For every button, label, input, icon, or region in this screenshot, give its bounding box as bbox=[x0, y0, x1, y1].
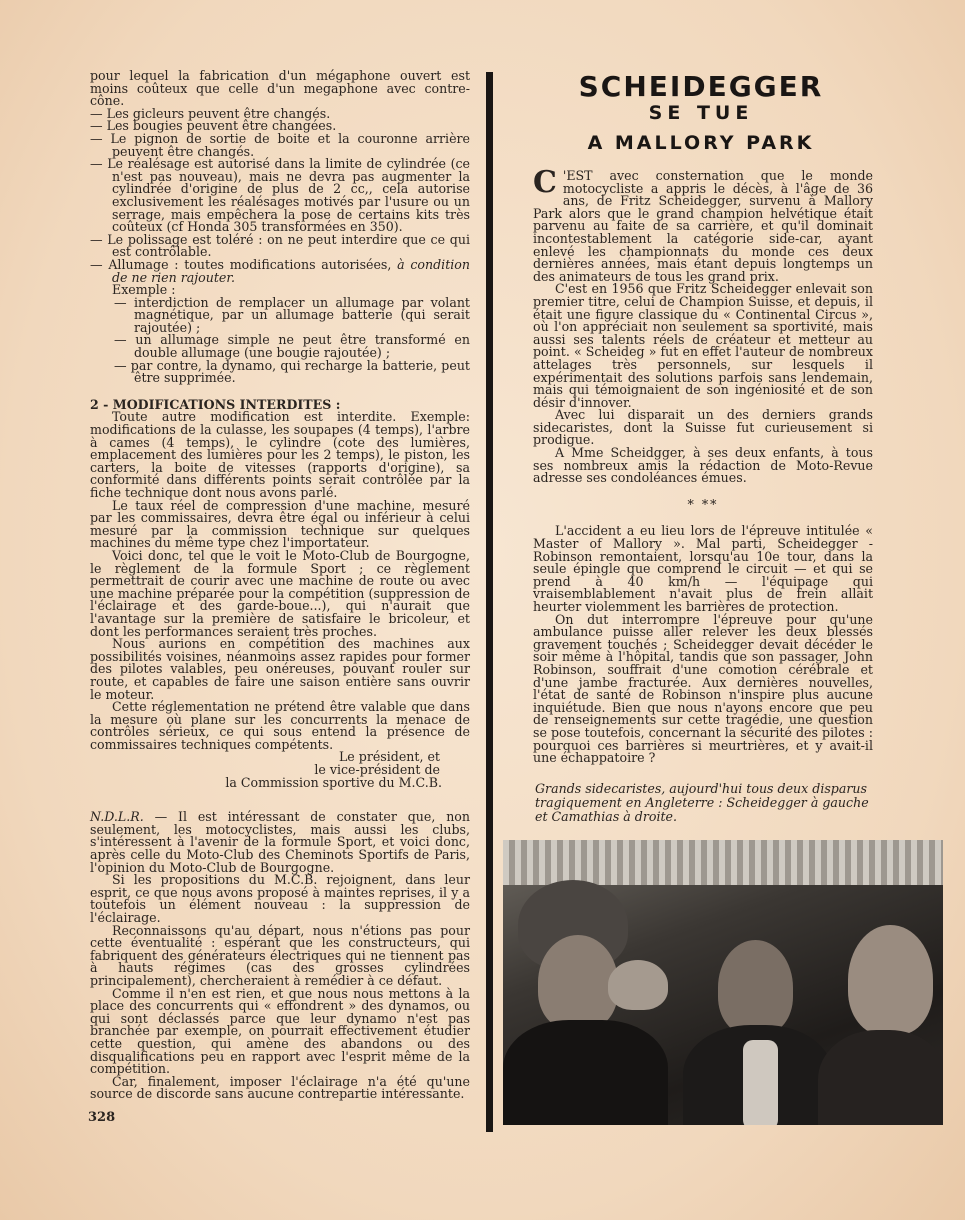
editor-note bbox=[90, 811, 470, 874]
photo-riders bbox=[503, 840, 943, 1125]
list-item: — Le polissage est toléré : on ne peut interdire que ce qui est contrôlable. bbox=[90, 231, 470, 260]
photo-roof bbox=[503, 840, 943, 885]
left-column bbox=[90, 70, 470, 1101]
paragraph: Comme il n'en est rien, et que nous nous mettons à la place des concurrents qui « effondrent » des dynamos, ou qui sont déclassés parce que leur dynamo n'est pas branchée par exemple, on pourrait effectivement étudier cette question, qui amène des abandons ou des disqualifications peu en rapport avec l'esprit même de la compétition. bbox=[90, 985, 470, 1077]
signature-line: Le président, et bbox=[338, 749, 440, 765]
paragraph: Cette réglementation ne prétend être valable que dans la mesure où plane sur les concurrents la menace de contrôles sérieux, ce qui sous entend la présence de commissaires techniques compétents. bbox=[90, 699, 470, 752]
list-item: — Les bougies peuvent être changées. bbox=[90, 118, 337, 134]
section-heading: 2 - MODIFICATIONS INTERDITES : bbox=[90, 396, 341, 412]
sub-list-item: — un allumage simple ne peut être transformé en double allumage (une bougie rajoutée) ; bbox=[114, 332, 470, 361]
paragraph: Avec lui disparait un des derniers grands sidecaristes, dont la Suisse fut curieusement si prodigue. bbox=[533, 407, 873, 448]
list-item bbox=[90, 256, 470, 285]
page-number: 328 bbox=[88, 1110, 116, 1125]
paragraph: A Mme Scheidgger, à ses deux enfants, à tous ses nombreux amis la rédaction de Moto-Revue adresse ses condoléances émues. bbox=[533, 445, 873, 486]
paragraph: Car, finalement, imposer l'éclairage n'a été qu'une source de discorde sans aucune contrepartie intéressante. bbox=[90, 1073, 470, 1102]
list-item: — Le réalésage est autorisé dans la limite de cylindrée (ce n'est pas nouveau), mais ne devra pas augmenter la cylindrée d'origine de plus de 2 cc,, cela autorise exclusivement les réalésages motivés par l'usure ou un serrage, mais empêchera la pose de certains kits très coûteux (cf Honda 305 transformées en 350). bbox=[90, 156, 470, 235]
paragraph: Toute autre modification est interdite. Exemple: modifications de la culasse, les soupapes (4 temps), l'arbre à cames (4 temps), le cylindre (cote des lumières, emplacement des lumières pour les 2 temps), le piston, les carters, la boite de vitesses (rapports d'origine), sa conformité dans différents points serait contrôlée par la fiche technique dont nous avons parlé. bbox=[90, 409, 470, 500]
sub-list-item: — par contre, la dynamo, qui recharge la batterie, peut être supprimée. bbox=[114, 357, 470, 386]
sub-list-item: — interdiction de remplacer un allumage par volant magnétique, par un allumage batterie (qui serait rajoutée) ; bbox=[114, 294, 470, 335]
paragraph: L'accident a eu lieu lors de l'épreuve intitulée « Master of Mallory ». Mal parti, Scheidegger - Robinson remontaient, lorsqu'au 10e tour, dans la seule épingle que comprend le circuit — et qui se prend à 40 km/h — l'équipage qui vraisemblablement n'avait plus de frein allait heurter violemment les barrières de protection. bbox=[533, 523, 873, 614]
paragraph bbox=[533, 165, 873, 284]
drop-cap: C bbox=[533, 165, 557, 200]
list-item: — Le pignon de sortie de boite et la couronne arrière peuvent être changés. bbox=[90, 130, 470, 159]
paragraph: Reconnaissons qu'au départ, nous n'étions pas pour cette éventualité : espérant que les constructeurs, qui fabriquent des générateurs électriques qui ne tiennent pas à hauts régimes (cas des grosses cylindrées principalement), chercheraient à remédier à ce défaut. bbox=[90, 922, 470, 988]
paragraph: Voici donc, tel que le voit le Moto-Club de Bourgogne, le règlement de la formule Sport ; ce règlement permettrait de courir avec une machine de route ou avec une machine préparée pour la compétition (suppression de l'éclairage et des garde-boue...), qui n'aurait que l'avantage sur la première de satisfaire le bricoleur, et dont les performances seraient très proches. bbox=[90, 547, 470, 639]
paragraph: On dut interrompre l'épreuve pour qu'une ambulance puisse aller relever les deux blessés gravement touchés ; Scheidegger devait décéder le soir même à l'hôpital, tandis que son passager, John Robinson, souffrait d'une comotion cérébrale et d'une jambe fracturée. Aux dernières nouvelles, l'état de santé de Robinson n'inspire plus aucune inquiétude. Bien que nous n'ayons encore que peu de renseignements sur cette tragédie, une question se pose toutefois, concernant la sécurité des pilotes : pourquoi ces barrières si meurtrières, et y avait-il une échappatoire ? bbox=[533, 611, 873, 766]
article-title: SCHEIDEGGER bbox=[578, 70, 824, 103]
photo-face-right bbox=[848, 925, 933, 1035]
paragraph: Nous aurions en compétition des machines aux possibilités voisines, néanmoins assez rapides pour former des pilotes valables, peu onéreuses, pouvant rouler sur route, et capables de faire une saison entière sans ouvrir le moteur. bbox=[90, 636, 470, 702]
photo-cap-back bbox=[608, 960, 668, 1010]
photo-jacket-right bbox=[818, 1030, 943, 1125]
paragraph-text: 'EST avec consternation que le monde motocycliste a appris le décès, à l'âge de 36 ans, de Fritz Scheidegger, survenu à Mallory Park alors que le grand champion helvétique était parvenu au faite de sa carrière, et qu'il dominait incontestablement la catégorie side-car, ayant enlevé les championnats du monde ces deux dernières années, mais étant depuis longtemps un des animateurs de tous les grand prix. bbox=[533, 168, 873, 284]
example-label: Exemple : bbox=[112, 282, 176, 298]
list-item: — Les gicleurs peuvent être changés. bbox=[90, 105, 331, 121]
column-divider bbox=[486, 72, 493, 1132]
article-title-line3: A MALLORY PARK bbox=[587, 132, 815, 154]
editor-note-text: — Il est intéressant de constater que, non seulement, les motocyclistes, mais aussi les clubs, s'intéressent à l'avenir de la formule Sport, et voici donc, après celle du Moto-Club des Cheminots Sportifs de Paris, l'opinion du Moto-Club de Bourgogne. bbox=[90, 809, 470, 875]
spacer bbox=[90, 789, 470, 811]
photo-shirt-middle bbox=[743, 1040, 778, 1125]
photo-face-left bbox=[538, 935, 618, 1030]
article-title-line2: SE TUE bbox=[648, 102, 754, 124]
list-item-emphasis: à condition de ne rien rajouter. bbox=[112, 256, 470, 285]
editor-note-label: N.D.L.R. bbox=[90, 809, 144, 825]
right-column bbox=[533, 165, 873, 766]
paragraph: Si les propositions du M.C.B. rejoignent, dans leur esprit, ce que nous avons proposé à maintes reprises, il y a toutefois un élément nouveau : la suppression de l'éclairage. bbox=[90, 872, 470, 925]
signature-line: la Commission sportive du M.C.B. bbox=[225, 774, 442, 790]
list-item-text: — Allumage : toutes modifications autorisées, bbox=[90, 256, 398, 272]
paragraph: Le taux réel de compression d'une machine, mesuré par les commissaires, devra être égal ou inférieur à celui mesuré par la commission technique sur quelques machines du même type chez l'importateur. bbox=[90, 497, 470, 551]
signature-line: le vice-président de bbox=[314, 762, 440, 778]
paragraph: C'est en 1956 que Fritz Scheidegger enlevait son premier titre, celui de Champion Suisse, et depuis, il était une figure classique du « Continental Circus », où l'on appréciait non seulement sa sportivité, mais aussi ses talents réels de créateur et metteur au point. « Scheideg » fut en effet l'auteur de nombreux attelages très personnels, sur lesquels il expérimentait des solutions parfois sans lendemain, mais qui témoignaient de son ingéniosité et de son désir d'innover. bbox=[533, 281, 873, 410]
photo-face-middle bbox=[718, 940, 793, 1035]
photo-jacket-left bbox=[503, 1020, 668, 1125]
photo-caption: Grands sidecaristes, aujourd'hui tous deux disparus tragiquement en Angleterre : Scheidegger à gauche et Camathias à droite. bbox=[535, 781, 869, 824]
intro-text: pour lequel la fabrication d'un mégaphone ouvert est moins coûteux que celle d'un megaphone avec contre-cône. bbox=[90, 68, 470, 109]
section-separator: * ** bbox=[687, 496, 719, 512]
